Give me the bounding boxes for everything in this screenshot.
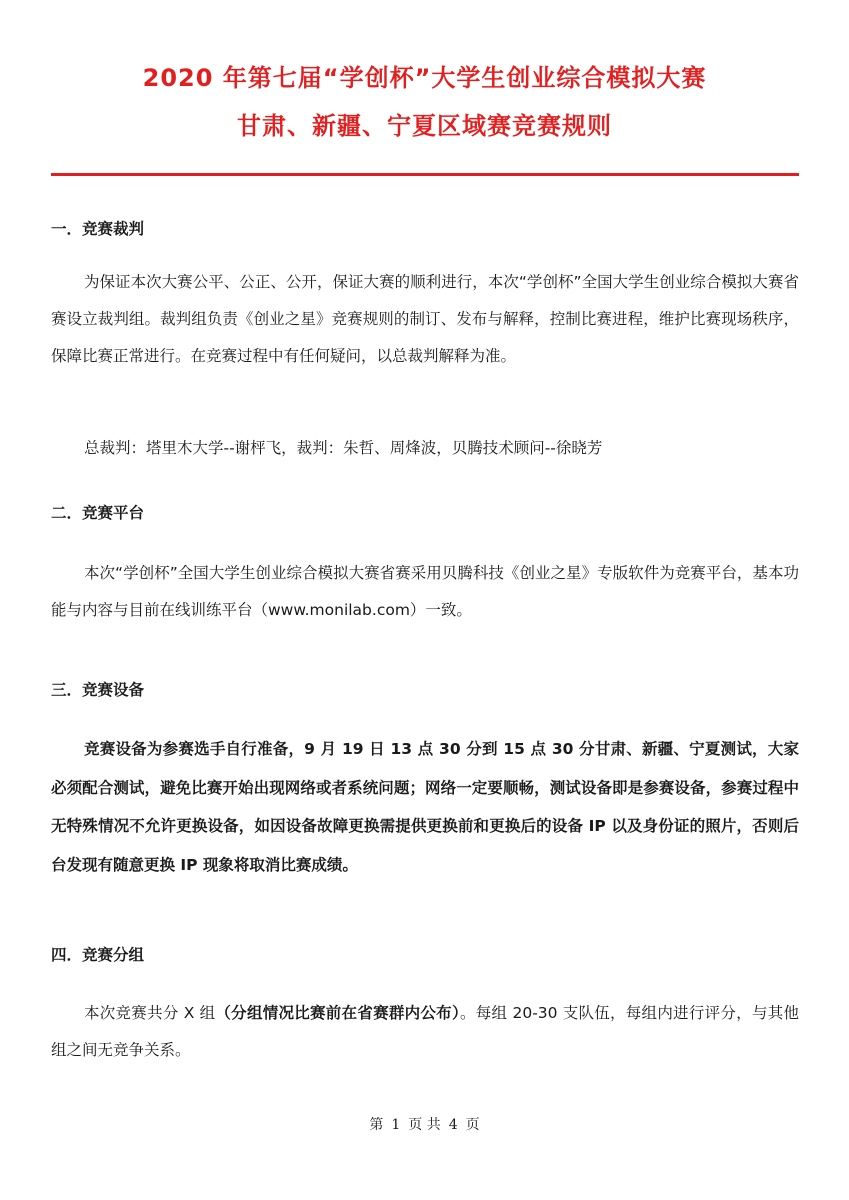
section-heading-platform: 二．竞赛平台 [51,504,145,522]
document-title-line-1: 2020 年第七届“学创杯”大学生创业综合模拟大赛 [142,64,707,92]
paragraph-judges-names: 总裁判：塔里木大学--谢枰飞，裁判：朱哲、周烽波，贝腾技术顾问--徐晓芳 [84,439,603,457]
section-heading-equipment: 三．竞赛设备 [51,681,145,699]
section-heading-judges: 一．竞赛裁判 [51,220,145,238]
paragraph-judges-intro: 为保证本次大赛公平、公正、公开，保证大赛的顺利进行，本次“学创杯”全国大学生创业综合模拟大赛省赛设立裁判组。裁判组负责《创业之星》竞赛规则的制订、发布与解释，控制比赛进程，维护比赛现场秩序，保障比赛正常进行。在竞赛过程中有任何疑问，以总裁判解释为准。 [51,273,799,365]
groups-text-end: 。每组 20-30 支队伍，每组内进行评分，与其他组之间无竞争关系。 [51,1004,799,1059]
groups-text-start: 本次竞赛共分 X 组 [84,1004,216,1022]
paragraph-groups [51,995,799,1069]
footer-prefix: 第 [369,1117,384,1133]
footer-suffix: 页 [465,1117,480,1133]
page-footer [0,1114,849,1134]
footer-page-number: 1 [391,1117,401,1133]
paragraph-equipment: 竞赛设备为参赛选手自行准备，9 月 19 日 13 点 30 分到 15 点 30 分甘肃、新疆、宁夏测试，大家必须配合测试，避免比赛开始出现网络或者系统问题；网络一定要顺畅，测试设备即是参赛设备，参赛过程中无特殊情况不允许更换设备，如因设备故障更换需提供更换前和更换后的设备 IP 以及身份证的照片，否则后台发现有随意更换 IP 现象将取消比赛成绩。 [51,740,799,874]
document-title-line-2: 甘肃、新疆、宁夏区域赛竞赛规则 [237,112,612,140]
paragraph-platform: 本次“学创杯”全国大学生创业综合模拟大赛省赛采用贝腾科技《创业之星》专版软件为竞赛平台，基本功能与内容与目前在线训练平台（www.monilab.com）一致。 [51,564,799,619]
section-heading-groups: 四．竞赛分组 [51,946,145,964]
footer-total-pages: 4 [448,1117,458,1133]
footer-middle: 页 共 [408,1117,441,1133]
title-divider [51,173,799,176]
groups-text-emphasis: （分组情况比赛前在省赛群内公布） [215,1004,460,1022]
